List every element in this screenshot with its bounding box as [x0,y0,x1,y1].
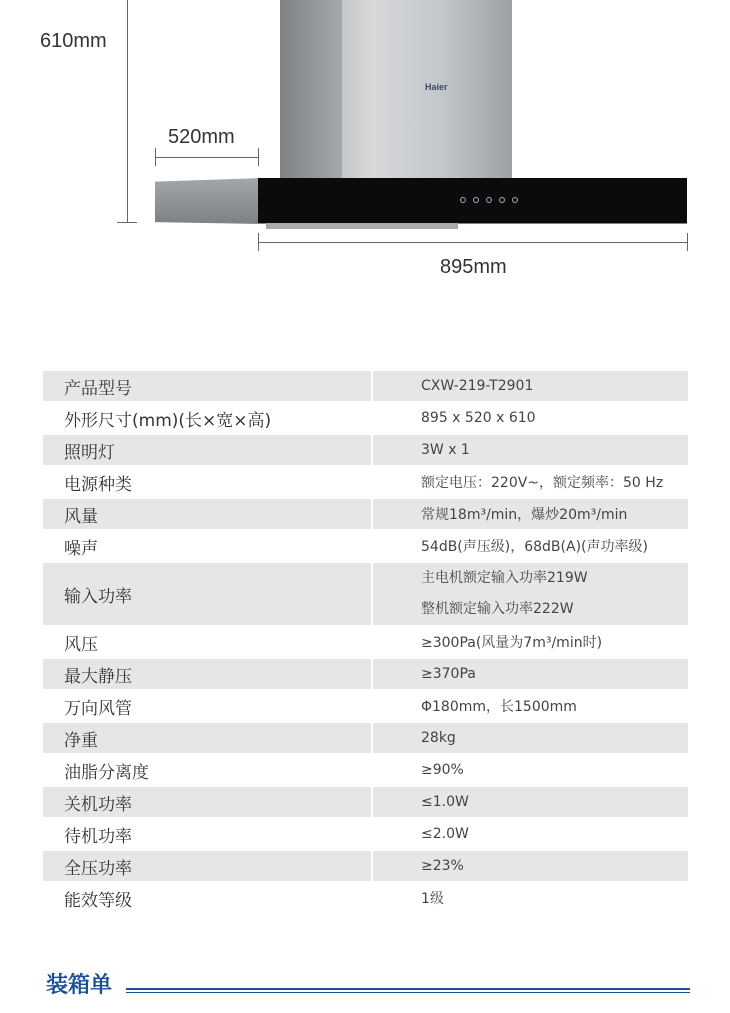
depth-dimension-line [155,157,258,158]
depth-dimension-label: 520mm [168,126,235,148]
width-dimension-label: 895mm [440,256,507,278]
spec-row [43,371,688,401]
spec-value-line: 主电机额定输入功率219W [421,570,588,586]
spec-value: ≤1.0W [373,787,688,817]
brand-logo: Haier [425,82,448,92]
timer-button-icon [512,197,518,203]
width-dimension-tick-left [258,233,259,251]
spec-label: 照明灯 [43,435,371,465]
spec-row [43,531,688,561]
spec-label: 输入功率 [43,563,371,625]
spec-value: 895 x 520 x 610 [373,403,688,433]
depth-dimension-tick-right [258,148,259,166]
spec-value: ≥90% [373,755,688,785]
hood-lower-edge [266,223,458,229]
spec-row [43,851,688,881]
spec-label: 电源种类 [43,467,371,497]
packing-list-title: 装箱单 [46,973,113,998]
spec-value: Φ180mm，长1500mm [373,691,688,721]
spec-row [43,691,688,721]
spec-value: 28kg [373,723,688,753]
spec-row [43,403,688,433]
spec-value: 3W x 1 [373,435,688,465]
width-dimension-line [258,242,687,243]
power-button-icon [460,197,466,203]
spec-label: 万向风管 [43,691,371,721]
spec-row [43,435,688,465]
spec-row [43,563,688,625]
spec-value: ≤2.0W [373,819,688,849]
speed-button-icon [486,197,492,203]
spec-label: 最大静压 [43,659,371,689]
spec-row [43,755,688,785]
spec-label: 油脂分离度 [43,755,371,785]
product-illustration [0,0,730,300]
height-dimension-tick [117,222,137,223]
spec-row [43,659,688,689]
spec-label: 风压 [43,627,371,657]
spec-value: 54dB(声压级)，68dB(A)(声功率级) [373,531,688,561]
spec-row [43,787,688,817]
spec-label: 外形尺寸(mm)(长×宽×高) [43,403,371,433]
spec-value: ≥300Pa(风量为7m³/min时) [373,627,688,657]
packing-title-rule [126,988,690,990]
spec-value: 额定电压：220V~，额定频率：50 Hz [373,467,688,497]
spec-row [43,883,688,913]
spec-label: 能效等级 [43,883,371,913]
clean-button-icon [499,197,505,203]
spec-value: ≥370Pa [373,659,688,689]
spec-row [43,819,688,849]
packing-title-rule-thin [126,992,690,993]
height-dimension-label: 610mm [40,30,107,52]
spec-value: 常规18m³/min，爆炒20m³/min [373,499,688,529]
light-button-icon [473,197,479,203]
spec-label: 产品型号 [43,371,371,401]
spec-label: 全压功率 [43,851,371,881]
spec-label: 风量 [43,499,371,529]
spec-value: 1级 [373,883,688,913]
spec-label: 关机功率 [43,787,371,817]
width-dimension-tick-right [687,233,688,251]
depth-dimension-tick-left [155,148,156,166]
spec-table [43,369,688,915]
spec-row [43,467,688,497]
spec-value: ≥23% [373,851,688,881]
spec-label: 净重 [43,723,371,753]
spec-value-line: 整机额定输入功率222W [421,601,574,617]
spec-row [43,723,688,753]
spec-value: CXW-219-T2901 [373,371,688,401]
spec-row [43,499,688,529]
hood-chimney-side [280,0,342,178]
spec-label: 噪声 [43,531,371,561]
spec-row [43,627,688,657]
spec-label: 待机功率 [43,819,371,849]
spec-value [373,563,688,625]
height-dimension-line [127,0,128,222]
